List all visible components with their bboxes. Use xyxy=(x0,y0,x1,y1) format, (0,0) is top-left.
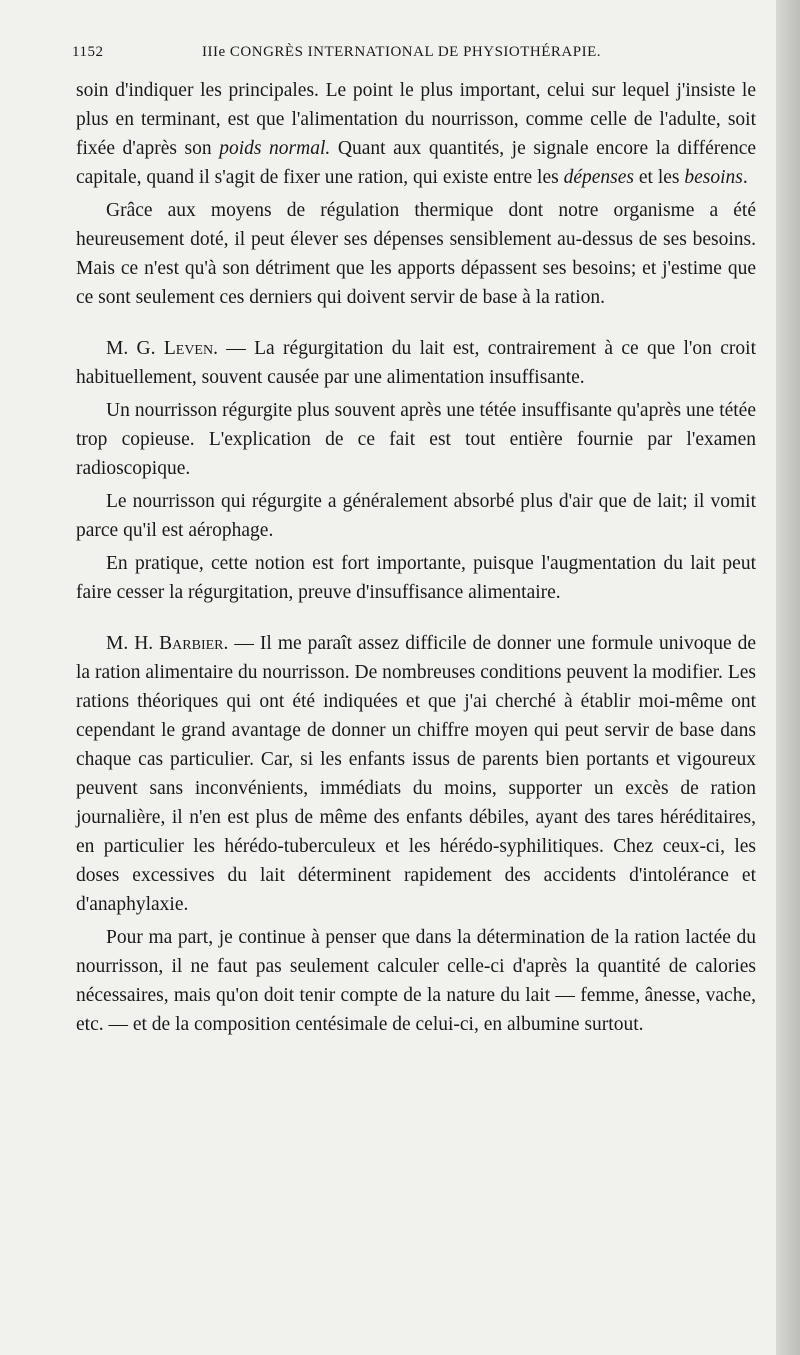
paragraph-6: En pratique, cette notion est fort importante, puisque l'augmentation du lait peut faire cesser la régurgitation, preuve d'insuffisance alimentaire. xyxy=(76,553,756,603)
paragraph-5: Le nourrisson qui régurgite a généralement absorbé plus d'air que de lait; il vomit parce qu'il est aérophage. xyxy=(76,491,756,541)
paragraph-1-part-a: soin d'indiquer les principales. Le point le plus important, celui sur lequel j'insiste le plus en terminant, est que l'alimentation du nourrisson, comme celle de l'adulte, soit fixée d'après son xyxy=(76,80,756,159)
page-number: 1152 xyxy=(72,44,104,60)
paragraph-4: Un nourrisson régurgite plus souvent après une tétée insuffisante qu'après une tétée trop copieuse. L'explication de ce fait est tout entière fournie par l'examen radioscopique. xyxy=(76,400,756,479)
paragraph-2: Grâce aux moyens de régulation thermique dont notre organisme a été heureusement doté, il peut élever ses dépenses sensiblement au-dessus de ses besoins. Mais ce n'est qu'à son détriment que les apports dépassent ses besoins; et j'estime que ce sont seulement ces derniers qui doivent servir de base à la ration. xyxy=(76,200,756,308)
page-header xyxy=(72,44,762,61)
paragraph-1-part-d: . xyxy=(742,167,748,188)
paragraph-8: Pour ma part, je continue à penser que dans la détermination de la ration lactée du nourrisson, il ne faut pas seulement calculer celle-ci d'après la quantité de calories nécessaires, mais qu'on doit tenir compte de la nature du lait — femme, ânesse, vache, etc. — et de la composition centésimale de celui-ci, en albumine surtout. xyxy=(76,927,756,1035)
paragraph-1-emphasis-besoins: besoins xyxy=(684,167,743,188)
page-edge xyxy=(776,0,800,1355)
paragraph-7-text: — Il me paraît assez difficile de donner une formule univoque de la ration alimentaire du nourrisson. De nombreuses conditions peuvent la modifier. Les rations théoriques qui ont été indiquées et que j'ai cherché à établir moi-même ont cependant le grand avantage de donner un chiffre moyen qui peut servir de base dans chaque cas particulier. Car, si les enfants issus de parents bien portants et vigoureux peuvent sans inconvénients, immédiats du moins, supporter un excès de ration journalière, il n'en est plus de même des enfants débiles, ayant des tares héréditaires, en particulier les hérédo-tuberculeux et les hérédo-syphilitiques. Chez ceux-ci, les doses excessives du lait déterminent rapidement des accidents d'intolérance et d'anaphylaxie. xyxy=(76,633,757,915)
paragraph-1-emphasis-poids-normal: poids normal. xyxy=(219,138,331,159)
paragraph-7 xyxy=(76,629,756,919)
speaker-leven: M. G. Leven. xyxy=(106,338,218,359)
body-text xyxy=(76,76,756,1039)
paragraph-3-text: — La régurgitation du lait est, contrairement à ce que l'on croit habituellement, souvent causée par une alimentation insuffisante. xyxy=(76,338,756,388)
paragraph-1 xyxy=(76,76,756,192)
paragraph-1-emphasis-depenses: dépenses xyxy=(563,167,635,188)
paragraph-3 xyxy=(76,334,756,392)
speaker-barbier: M. H. Barbier. xyxy=(106,633,229,654)
paragraph-1-part-c: et les xyxy=(634,167,685,188)
running-title: IIIe CONGRÈS INTERNATIONAL DE PHYSIOTHÉRAPIE. xyxy=(202,44,601,60)
paragraph-1-part-b: Quant aux quantités, je signale encore la différence capitale, quand il s'agit de fixer une ration, qui existe entre les xyxy=(76,138,757,188)
